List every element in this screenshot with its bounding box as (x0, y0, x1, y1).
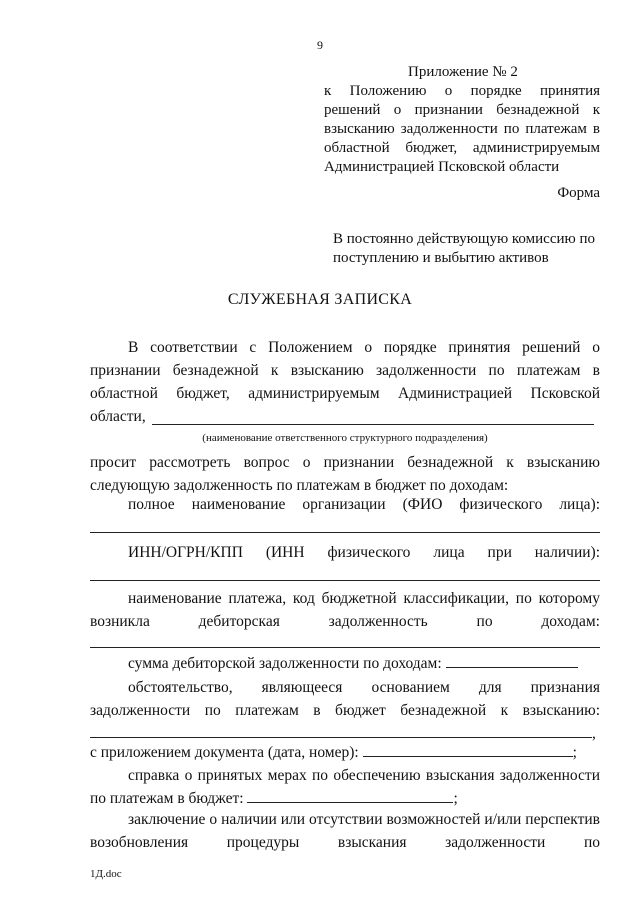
measures-label: справка о принятых мерах по обеспечению взыскания задолженности по платежам в бюджет: (90, 767, 600, 807)
inn-label: ИНН/ОГРН/КПП (ИНН физического лица при наличии): (128, 544, 600, 561)
inn-blank[interactable] (90, 580, 600, 581)
measures-paragraph (90, 764, 600, 810)
conclusion-paragraph: заключение о наличии или отсутствии возможностей и/или перспектив возобновления процедуры взыскания задолженности по (90, 811, 600, 851)
attachment-semicolon: ; (572, 744, 577, 761)
form-label: Форма (557, 185, 600, 201)
circumstance-label: обстоятельство, являющееся основанием для признания задолженности по платежам в бюджет безнадежной к взысканию: (90, 679, 600, 719)
attachment-label: с приложением документа (дата, номер): (90, 744, 359, 761)
page-number: 9 (317, 38, 323, 52)
circumstance-blank[interactable] (90, 737, 592, 738)
attachment-row (90, 741, 600, 764)
intro-paragraph (90, 336, 600, 428)
addressee: В постоянно действующую комиссию по поступлению и выбытию активов (333, 231, 595, 266)
org-name-label: полное наименование организации (ФИО физического лица): (128, 496, 600, 513)
unit-name-caption: (наименование ответственного структурного подразделения) (202, 432, 488, 444)
circumstance-comma: , (592, 725, 596, 742)
payment-name-label: наименование платежа, код бюджетной классификации, по которому возникла дебиторская задолженность по доходам: (90, 590, 600, 630)
annex-body: к Положению о порядке принятия решений о признании безнадежной к взысканию задолженности по платежам в областной бюджет, администрируемым Администрацией Псковской области (324, 83, 600, 175)
measures-semicolon: ; (453, 790, 458, 807)
intro-text: В соответствии с Положением о порядке принятия решений о признании безнадежной к взысканию задолженности по платежам в областной бюджет, администрируемым Администрацией Псковской области, (90, 339, 600, 425)
annex-title: Приложение № 2 (408, 64, 518, 80)
debt-sum-row (90, 652, 600, 675)
debt-sum-blank[interactable] (446, 655, 578, 668)
org-name-blank[interactable] (90, 532, 600, 533)
attachment-blank[interactable] (363, 744, 573, 757)
document-title: СЛУЖЕБНАЯ ЗАПИСКА (227, 291, 413, 308)
unit-name-blank[interactable] (152, 424, 594, 425)
file-name-footer: 1Д.doc (90, 868, 122, 880)
request-paragraph: просит рассмотреть вопрос о признании безнадежной к взысканию следующую задолженность по платежам в бюджет по доходам: (90, 454, 600, 494)
annex-block (324, 63, 600, 177)
measures-blank[interactable] (247, 790, 453, 803)
debt-sum-label: сумма дебиторской задолженности по доходам: (128, 655, 442, 672)
payment-name-blank[interactable] (90, 647, 600, 648)
